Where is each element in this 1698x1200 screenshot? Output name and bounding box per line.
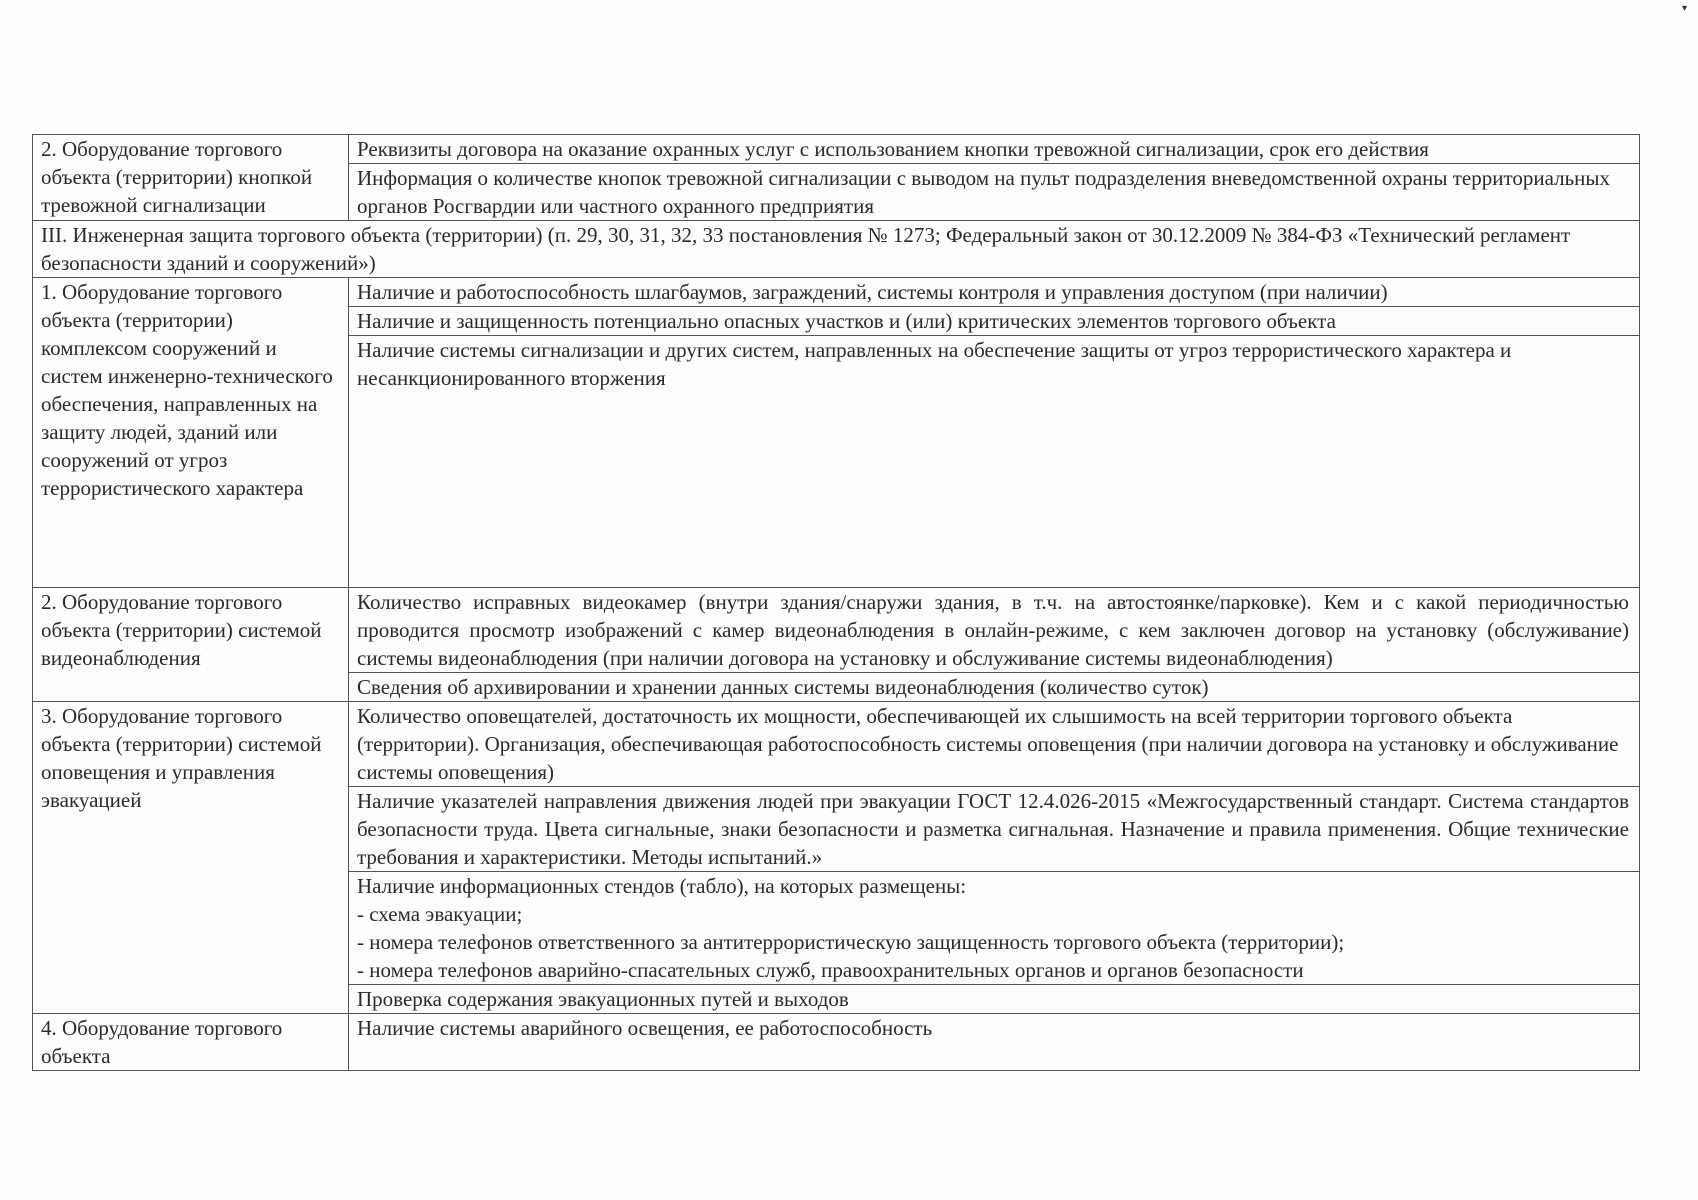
row-label: 1. Оборудование торгового объекта (территории) комплексом сооружений и систем инженерно-технического обеспечения, направленных на защиту людей, зданий или сооружений от угроз террористического характера <box>33 278 349 588</box>
row-label: 2. Оборудование торгового объекта (территории) системой видеонаблюдения <box>33 588 349 702</box>
table-row <box>33 278 1640 307</box>
row-item: Наличие и работоспособность шлагбаумов, заграждений, системы контроля и управления доступом (при наличии) <box>349 278 1640 307</box>
section-header-row <box>33 221 1640 278</box>
row-item: Количество оповещателей, достаточность их мощности, обеспечивающей их слышимость на всей территории торгового объекта (территории). Организация, обеспечивающая работоспособность системы оповещения (при наличии договора на установку и обслуживание системы оповещения) <box>349 702 1640 787</box>
row-label: 4. Оборудование торгового объекта <box>33 1014 349 1071</box>
row-item: Наличие и защищенность потенциально опасных участков и (или) критических элементов торгового объекта <box>349 307 1640 336</box>
scan-mark-icon: ▾ <box>1682 3 1688 14</box>
row-item: Наличие системы аварийного освещения, ее работоспособность <box>349 1014 1640 1071</box>
list-item: - номера телефонов аварийно-спасательных служб, правоохранительных органов и органов безопасности <box>357 958 1304 982</box>
row-item: Наличие системы сигнализации и других систем, направленных на обеспечение защиты от угроз террористического характера и несанкционированного вторжения <box>349 336 1640 588</box>
section-title: III. Инженерная защита торгового объекта (территории) (п. 29, 30, 31, 32, 33 постановления № 1273; Федеральный закон от 30.12.2009 № 384-ФЗ «Технический регламент безопасности зданий и сооружений») <box>33 221 1640 278</box>
row-item: Информация о количестве кнопок тревожной сигнализации с выводом на пульт подразделения вневедомственной охраны территориальных органов Росгвардии или частного охранного предприятия <box>349 164 1640 221</box>
row-item: Сведения об архивировании и хранении данных системы видеонаблюдения (количество суток) <box>349 673 1640 702</box>
info-stands-cell <box>349 872 1640 985</box>
row-label: 3. Оборудование торгового объекта (территории) системой оповещения и управления эвакуацией <box>33 702 349 1014</box>
row-item: Проверка содержания эвакуационных путей и выходов <box>349 985 1640 1014</box>
row-item: Количество исправных видеокамер (внутри здания/снаружи здания, в т.ч. на автостоянке/парковке). Кем и с какой периодичностью проводится просмотр изображений с камер видеонаблюдения в онлайн-режиме, с кем заключен договор на установку (обслуживание) системы видеонаблюдения (при наличии договора на установку и обслуживание системы видеонаблюдения) <box>349 588 1640 673</box>
info-stands-intro: Наличие информационных стендов (табло), на которых размещены: <box>357 874 967 898</box>
table-row <box>33 588 1640 673</box>
list-item: - схема эвакуации; <box>357 902 523 926</box>
row-label: 2. Оборудование торгового объекта (территории) кнопкой тревожной сигнализации <box>33 135 349 221</box>
table-row <box>33 135 1640 164</box>
inspection-table <box>32 134 1640 1071</box>
table-row <box>33 1014 1640 1071</box>
row-item: Наличие указателей направления движения людей при эвакуации ГОСТ 12.4.026-2015 «Межгосударственный стандарт. Система стандартов безопасности труда. Цвета сигнальные, знаки безопасности и разметка сигнальная. Назначение и правила применения. Общие технические требования и характеристики. Методы испытаний.» <box>349 787 1640 872</box>
table-row <box>33 702 1640 787</box>
row-item: Реквизиты договора на оказание охранных услуг с использованием кнопки тревожной сигнализации, срок его действия <box>349 135 1640 164</box>
list-item: - номера телефонов ответственного за антитеррористическую защищенность торгового объекта (территории); <box>357 930 1345 954</box>
